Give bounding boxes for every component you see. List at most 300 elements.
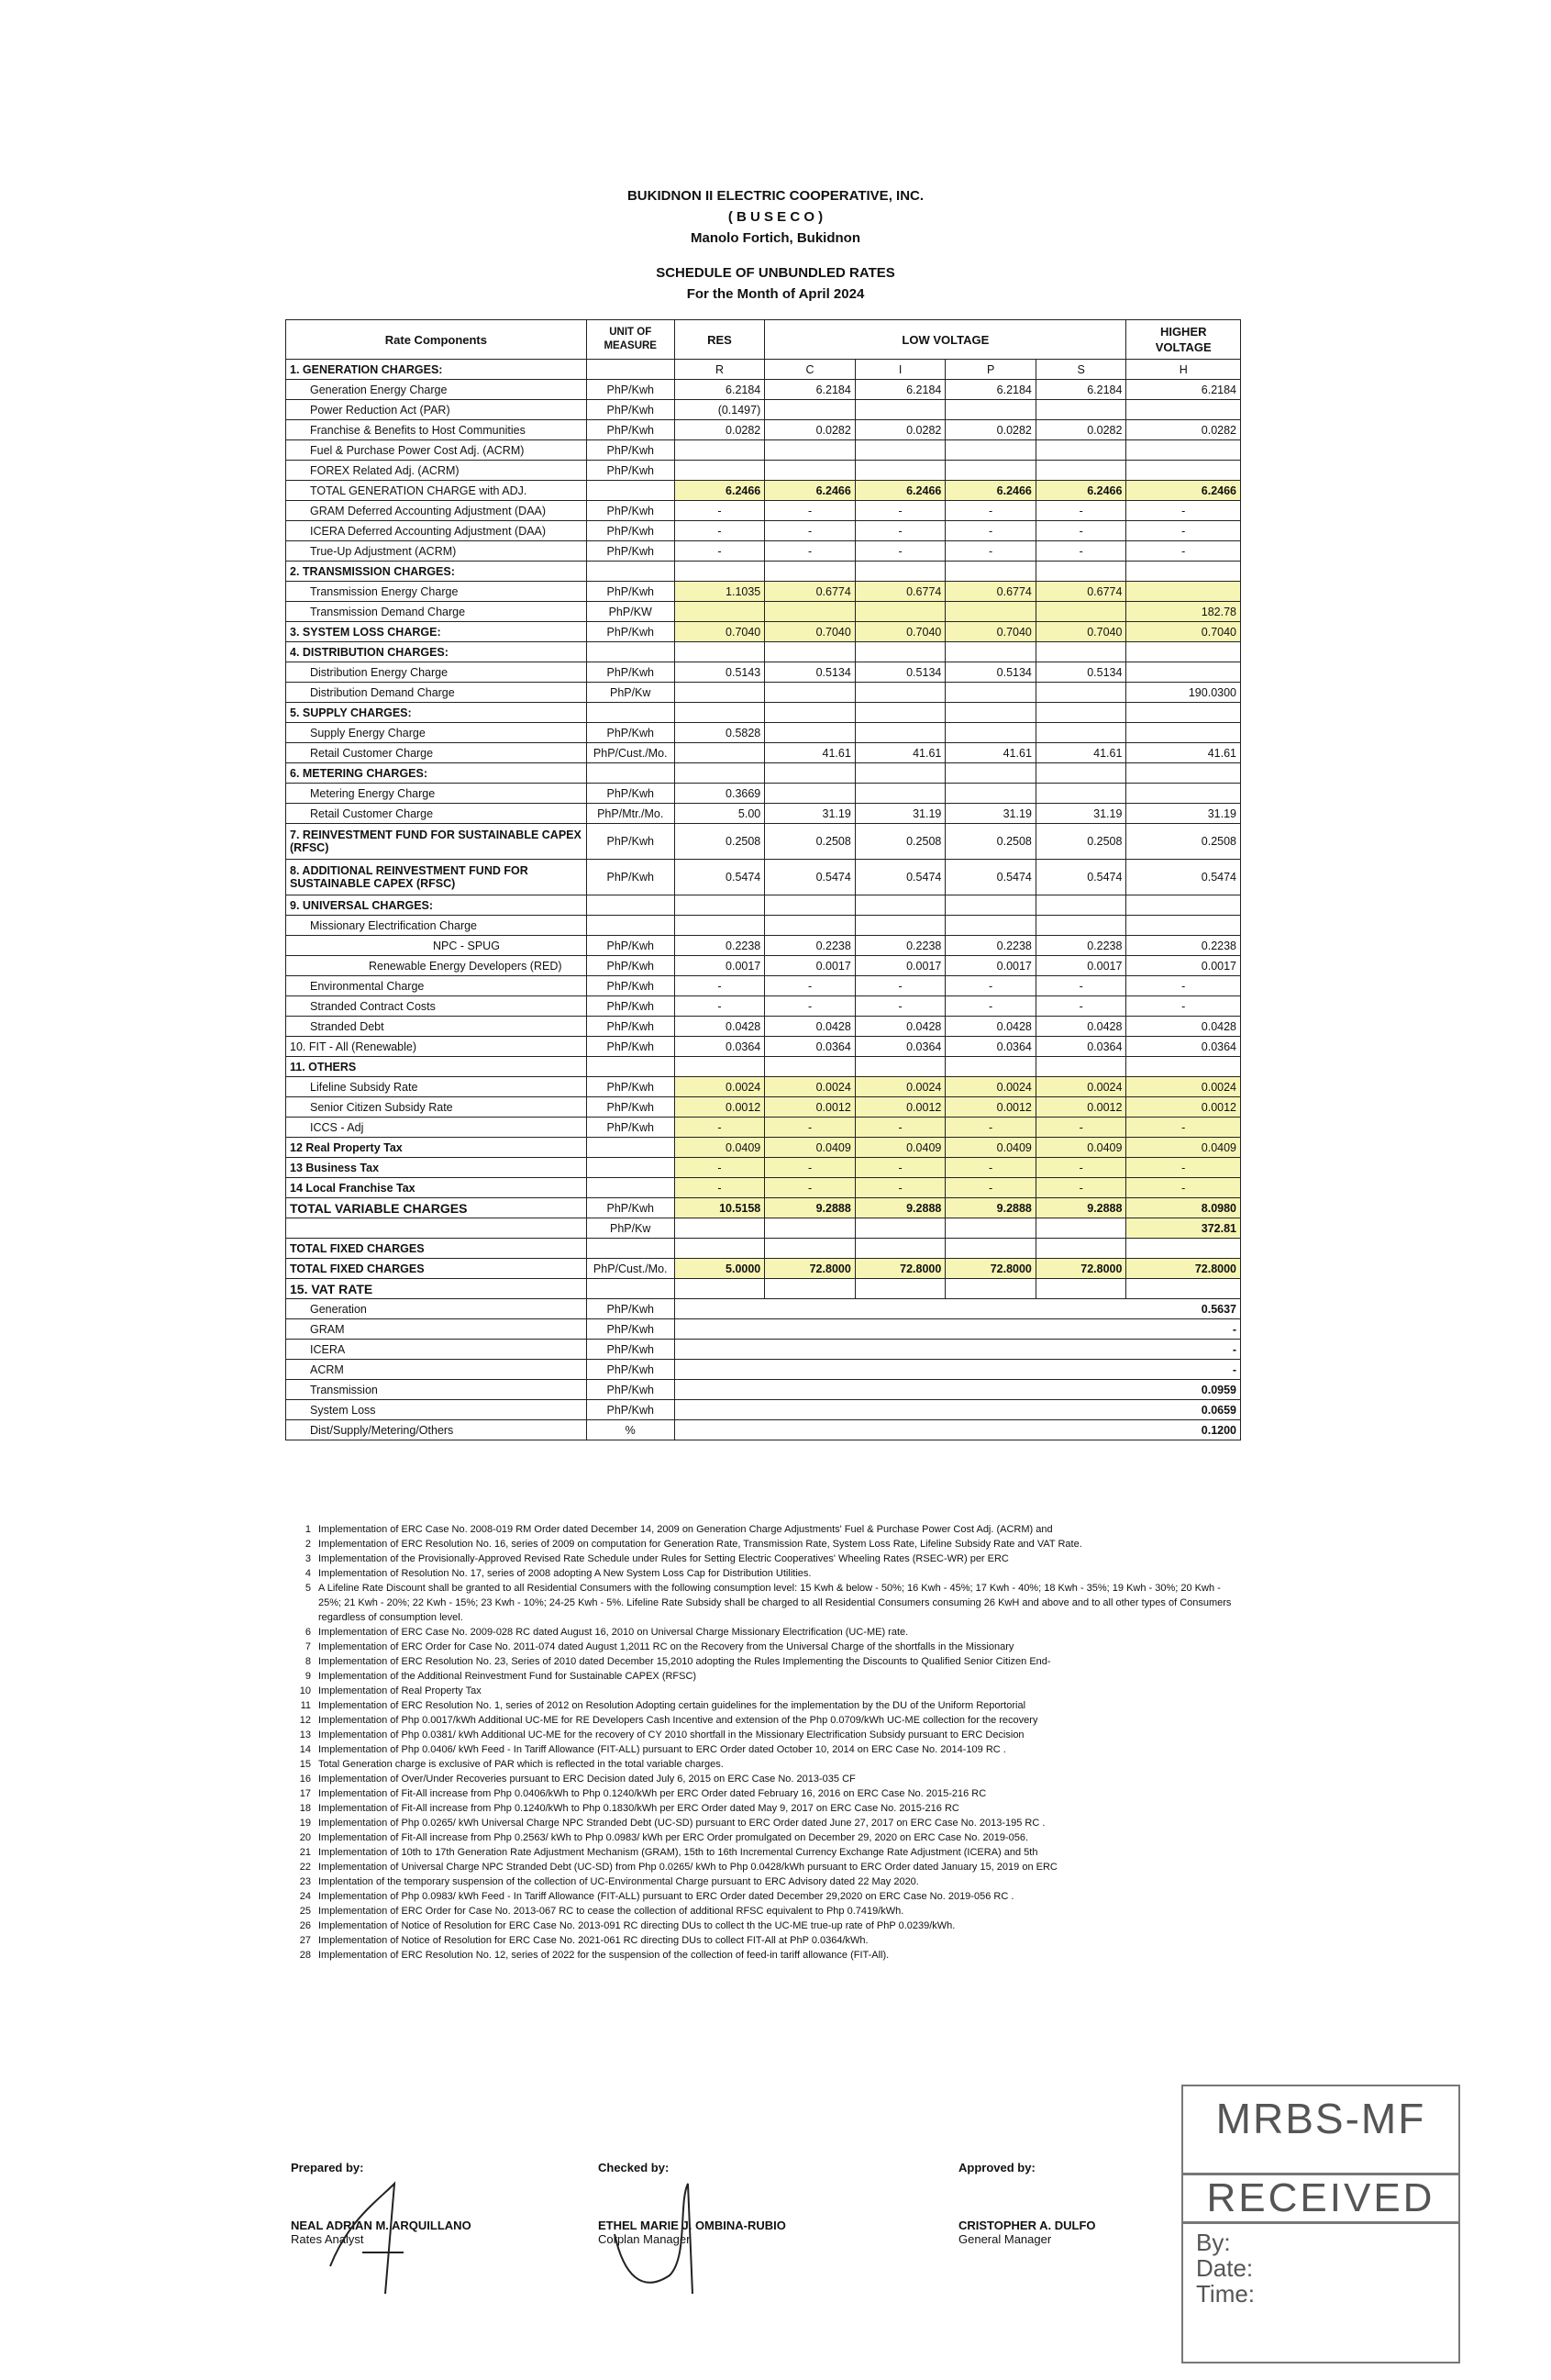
table-row [286, 582, 1241, 602]
rate-cell [946, 916, 1036, 936]
rate-cell [855, 1057, 946, 1077]
rate-cell: (0.1497) [674, 400, 765, 420]
row-label: 6. METERING CHARGES: [286, 763, 587, 784]
rate-cell [1036, 562, 1126, 582]
row-label: 3. SYSTEM LOSS CHARGE: [286, 622, 587, 642]
company-name: BUKIDNON II ELECTRIC COOPERATIVE, INC. [626, 188, 925, 204]
rate-cell: 0.7040 [674, 622, 765, 642]
rate-cell: - [674, 1178, 765, 1198]
row-label: Retail Customer Charge [286, 804, 587, 824]
rate-cell [946, 723, 1036, 743]
rate-cell [946, 703, 1036, 723]
table-row [286, 1178, 1241, 1198]
footnote-text: Implementation of ERC Case No. 2008-019 RM Order dated December 14, 2009 on Generation Charge Adjustments' Fuel & Purchase Power Cost Adj. (ACRM) and [318, 1524, 1053, 1535]
rate-cell: I [855, 360, 946, 380]
row-unit [586, 1158, 674, 1178]
rate-cell: 0.0428 [1036, 1017, 1126, 1037]
rate-cell: 0.0017 [674, 956, 765, 976]
table-row [286, 1340, 1241, 1360]
rate-cell [855, 1279, 946, 1299]
header-rate-components: Rate Components [286, 320, 587, 360]
rate-cell: 41.61 [855, 743, 946, 763]
rate-cell: 0.0012 [946, 1097, 1036, 1118]
table-row [286, 380, 1241, 400]
rate-cell: 0.2508 [674, 824, 765, 860]
rate-cell: 6.2466 [946, 481, 1036, 501]
rate-cell: 0.0012 [1036, 1097, 1126, 1118]
rate-cell [765, 602, 856, 622]
table-row [286, 860, 1241, 895]
rate-cell: - [765, 996, 856, 1017]
rate-cell: 0.2508 [855, 824, 946, 860]
row-unit: PhP/Cust./Mo. [586, 1259, 674, 1279]
row-label: GRAM [286, 1319, 587, 1340]
footnote-number: 19 [299, 1818, 311, 1829]
footnote-item [291, 1640, 1245, 1654]
rate-cell: - [1036, 501, 1126, 521]
vat-value: 0.0659 [674, 1400, 1240, 1420]
rate-cell: 6.2184 [765, 380, 856, 400]
footnote-text: Implementation of Real Property Tax [318, 1685, 482, 1696]
vat-value: - [674, 1319, 1240, 1340]
rate-cell [674, 763, 765, 784]
row-unit: PhP/Kwh [586, 1017, 674, 1037]
table-row [286, 1138, 1241, 1158]
row-unit [586, 895, 674, 916]
row-label: 12 Real Property Tax [286, 1138, 587, 1158]
row-unit: PhP/Kwh [586, 976, 674, 996]
vat-value: 0.1200 [674, 1420, 1240, 1440]
rate-cell: 0.2508 [1036, 824, 1126, 860]
table-row [286, 976, 1241, 996]
rate-cell: 0.0409 [855, 1138, 946, 1158]
row-unit [586, 1138, 674, 1158]
row-label: Dist/Supply/Metering/Others [286, 1420, 587, 1440]
rate-cell: 0.2238 [765, 936, 856, 956]
row-unit: PhP/Kwh [586, 420, 674, 440]
rate-cell [855, 784, 946, 804]
rate-cell: - [1036, 1158, 1126, 1178]
rate-cell [1126, 642, 1241, 662]
rate-cell [765, 683, 856, 703]
rate-cell [1126, 582, 1241, 602]
rate-cell: 0.5134 [1036, 662, 1126, 683]
row-unit [586, 1178, 674, 1198]
footnote-number: 26 [299, 1920, 311, 1931]
row-label: 5. SUPPLY CHARGES: [286, 703, 587, 723]
row-unit: PhP/Kwh [586, 1077, 674, 1097]
footnote-item [291, 1698, 1245, 1713]
table-row [286, 1420, 1241, 1440]
table-row [286, 1400, 1241, 1420]
footnote-item [291, 1904, 1245, 1918]
rate-cell: 0.0017 [946, 956, 1036, 976]
table-row [286, 916, 1241, 936]
rate-cell [946, 1218, 1036, 1239]
footnote-item [291, 1566, 1245, 1581]
rate-cell: - [1036, 1178, 1126, 1198]
footnote-item [291, 1816, 1245, 1830]
table-row [286, 1299, 1241, 1319]
row-label [286, 1218, 587, 1239]
footnote-number: 17 [299, 1788, 311, 1799]
rate-cell [855, 602, 946, 622]
rate-cell: 0.2238 [855, 936, 946, 956]
footnote-text: Implementation of ERC Resolution No. 16, series of 2009 on computation for Generation Rate, Transmission Rate, System Loss Rate, Lifeline Subsidy Rate and VAT Rate. [318, 1539, 1082, 1550]
footnote-text: Implementation of Fit-All increase from Php 0.1240/kWh to Php 0.1830/kWh per ERC Order dated May 9, 2017 on ERC Case No. 2015-216 RC [318, 1803, 959, 1814]
rate-cell [1036, 440, 1126, 461]
row-unit: PhP/Kw [586, 1218, 674, 1239]
footnote-item [291, 1786, 1245, 1801]
footnote-number: 27 [299, 1935, 311, 1946]
rate-cell [946, 1057, 1036, 1077]
rate-cell [1036, 916, 1126, 936]
rate-cell: 0.0012 [1126, 1097, 1241, 1118]
footnote-number: 3 [305, 1553, 311, 1564]
row-unit: PhP/Kwh [586, 622, 674, 642]
rate-cell: 0.7040 [765, 622, 856, 642]
header-hv-line2: VOLTAGE [1155, 340, 1212, 354]
rate-cell [674, 895, 765, 916]
rate-cell [1126, 916, 1241, 936]
rate-cell: 0.6774 [765, 582, 856, 602]
row-unit: PhP/Kwh [586, 380, 674, 400]
table-row [286, 642, 1241, 662]
footnote-number: 15 [299, 1759, 311, 1770]
row-unit: PhP/Kwh [586, 501, 674, 521]
rate-cell: 0.0024 [674, 1077, 765, 1097]
row-label: Retail Customer Charge [286, 743, 587, 763]
rate-cell [1126, 662, 1241, 683]
rate-cell [1126, 562, 1241, 582]
table-row [286, 743, 1241, 763]
rate-cell: 0.0409 [765, 1138, 856, 1158]
rate-cell [765, 703, 856, 723]
rate-cell: 0.0017 [765, 956, 856, 976]
rate-cell: 41.61 [1126, 743, 1241, 763]
row-label: Transmission Energy Charge [286, 582, 587, 602]
row-label: 11. OTHERS [286, 1057, 587, 1077]
row-label: Fuel & Purchase Power Cost Adj. (ACRM) [286, 440, 587, 461]
rate-cell: - [765, 1118, 856, 1138]
table-row [286, 723, 1241, 743]
rate-cell [1126, 400, 1241, 420]
row-label: Transmission Demand Charge [286, 602, 587, 622]
row-unit [586, 1057, 674, 1077]
rates-table-body [286, 360, 1241, 1440]
rate-cell [946, 763, 1036, 784]
rate-cell: 0.7040 [946, 622, 1036, 642]
footnote-text: Implementation of Php 0.0381/ kWh Additional UC-ME for the recovery of CY 2010 shortfall in the Missionary Electrification Subsidy pursuant to ERC Decision [318, 1729, 1025, 1741]
rate-cell: 0.5474 [765, 860, 856, 895]
rate-cell: 0.0428 [765, 1017, 856, 1037]
row-label: GRAM Deferred Accounting Adjustment (DAA) [286, 501, 587, 521]
row-label: 7. REINVESTMENT FUND FOR SUSTAINABLE CAPEX (RFSC) [286, 824, 587, 860]
rate-cell: 6.2184 [946, 380, 1036, 400]
rate-cell: 0.0024 [765, 1077, 856, 1097]
table-row [286, 936, 1241, 956]
footnote-text: Implentation of the temporary suspension of the collection of UC-Environmental Charge pursuant to ERC Advisory dated 22 May 2020. [318, 1876, 919, 1887]
rate-cell [946, 642, 1036, 662]
rate-cell [765, 1057, 856, 1077]
rate-cell: 0.7040 [1036, 622, 1126, 642]
rate-cell: - [855, 976, 946, 996]
table-row [286, 400, 1241, 420]
vat-value: 0.0959 [674, 1380, 1240, 1400]
header-low-voltage: LOW VOLTAGE [765, 320, 1126, 360]
table-row [286, 784, 1241, 804]
table-row [286, 956, 1241, 976]
rate-cell: 5.0000 [674, 1259, 765, 1279]
rate-cell: 6.2466 [1036, 481, 1126, 501]
footnote-item [291, 1933, 1245, 1948]
rate-cell: 0.0024 [946, 1077, 1036, 1097]
rate-cell [765, 440, 856, 461]
footnote-number: 14 [299, 1744, 311, 1755]
table-row [286, 622, 1241, 642]
rate-cell: 0.0428 [855, 1017, 946, 1037]
rate-cell [1036, 400, 1126, 420]
footnotes [291, 1522, 1245, 1963]
rate-cell [946, 784, 1036, 804]
rate-cell [765, 1279, 856, 1299]
rate-cell: 0.0364 [1036, 1037, 1126, 1057]
row-label: Power Reduction Act (PAR) [286, 400, 587, 420]
rate-cell: H [1126, 360, 1241, 380]
row-unit: PhP/Kwh [586, 723, 674, 743]
row-unit: PhP/Kwh [586, 860, 674, 895]
rate-cell: - [1126, 996, 1241, 1017]
table-row [286, 461, 1241, 481]
rate-cell: 0.2508 [1126, 824, 1241, 860]
row-label: 1. GENERATION CHARGES: [286, 360, 587, 380]
footnote-text: Implementation of ERC Resolution No. 12, series of 2022 for the suspension of the collection of feed-in tariff allowance (FIT-All). [318, 1950, 890, 1961]
rate-cell [946, 602, 1036, 622]
footnote-number: 12 [299, 1715, 311, 1726]
vat-value: 0.5637 [674, 1299, 1240, 1319]
rate-cell: 31.19 [765, 804, 856, 824]
footnote-number: 11 [300, 1700, 311, 1711]
footnote-text: Implementation of the Additional Reinvestment Fund for Sustainable CAPEX (RFSC) [318, 1671, 697, 1682]
rate-cell: 0.5143 [674, 662, 765, 683]
row-label: Missionary Electrification Charge [286, 916, 587, 936]
rate-cell [855, 895, 946, 916]
rate-cell: - [674, 1118, 765, 1138]
rate-cell: 0.0024 [1036, 1077, 1126, 1097]
rate-cell: 0.7040 [855, 622, 946, 642]
rate-cell: - [946, 501, 1036, 521]
rate-cell: - [674, 541, 765, 562]
rate-cell [765, 1239, 856, 1259]
checked-by-title: Corplan Manager [598, 2232, 691, 2246]
approved-by-name: CRISTOPHER A. DULFO [958, 2219, 1096, 2232]
rate-cell: - [946, 541, 1036, 562]
rate-cell: 0.0409 [946, 1138, 1036, 1158]
table-row [286, 360, 1241, 380]
footnote-item [291, 1772, 1245, 1786]
table-row [286, 1218, 1241, 1239]
row-label: ICCS - Adj [286, 1118, 587, 1138]
rate-cell: - [855, 1118, 946, 1138]
vat-value: - [674, 1360, 1240, 1380]
row-label: Environmental Charge [286, 976, 587, 996]
approved-by-title: General Manager [958, 2232, 1052, 2246]
rate-cell: 0.0409 [1036, 1138, 1126, 1158]
table-row [286, 541, 1241, 562]
footnote-text: Implementation of Php 0.0406/ kWh Feed - In Tariff Allowance (FIT-ALL) pursuant to ERC Order dated October 10, 2014 on ERC Case No. 2014-109 RC . [318, 1744, 1006, 1755]
row-unit [586, 642, 674, 662]
rate-cell: 41.61 [946, 743, 1036, 763]
rate-cell [1126, 1279, 1241, 1299]
row-label: ICERA [286, 1340, 587, 1360]
header-unit-line2: MEASURE [604, 340, 657, 351]
footnote-item [291, 1551, 1245, 1566]
rate-cell [1036, 1279, 1126, 1299]
footnote-item [291, 1845, 1245, 1860]
rate-cell: - [855, 1158, 946, 1178]
row-label: Lifeline Subsidy Rate [286, 1077, 587, 1097]
table-row [286, 1279, 1241, 1299]
rate-cell [674, 1218, 765, 1239]
row-label: 4. DISTRIBUTION CHARGES: [286, 642, 587, 662]
document-period: For the Month of April 2024 [686, 286, 865, 302]
rate-cell [1126, 440, 1241, 461]
rate-cell [946, 1279, 1036, 1299]
rate-cell: - [674, 996, 765, 1017]
rate-cell: 0.0428 [946, 1017, 1036, 1037]
table-row [286, 824, 1241, 860]
rate-cell: 72.8000 [765, 1259, 856, 1279]
rate-cell [674, 743, 765, 763]
row-label: Senior Citizen Subsidy Rate [286, 1097, 587, 1118]
table-row [286, 1360, 1241, 1380]
rate-cell: 0.0428 [674, 1017, 765, 1037]
company-location: Manolo Fortich, Bukidnon [691, 230, 860, 246]
rate-cell: 0.6774 [1036, 582, 1126, 602]
rate-cell: - [1126, 976, 1241, 996]
rate-cell [855, 703, 946, 723]
row-label: 2. TRANSMISSION CHARGES: [286, 562, 587, 582]
rate-cell: 72.8000 [1036, 1259, 1126, 1279]
row-unit [586, 763, 674, 784]
prepared-by-name: NEAL ADRIAN M. ARQUILLANO [291, 2219, 471, 2232]
rate-cell: - [946, 996, 1036, 1017]
rate-cell: 0.0012 [765, 1097, 856, 1118]
rate-cell: 5.00 [674, 804, 765, 824]
footnote-number: 9 [305, 1671, 311, 1682]
rate-cell: R [674, 360, 765, 380]
footnote-text: Implementation of ERC Case No. 2009-028 RC dated August 16, 2010 on Universal Charge Missionary Electrification (UC-ME) rate. [318, 1627, 909, 1638]
table-row [286, 1158, 1241, 1178]
rate-cell: 0.2508 [946, 824, 1036, 860]
row-label: Metering Energy Charge [286, 784, 587, 804]
row-label: 10. FIT - All (Renewable) [286, 1037, 587, 1057]
row-unit: PhP/Kwh [586, 996, 674, 1017]
rate-cell: - [1126, 1178, 1241, 1198]
rate-cell: 0.0364 [765, 1037, 856, 1057]
rate-cell [855, 1218, 946, 1239]
row-unit: PhP/Cust./Mo. [586, 743, 674, 763]
rate-cell [1036, 642, 1126, 662]
rate-cell: - [1126, 501, 1241, 521]
row-unit: PhP/Kwh [586, 1319, 674, 1340]
rate-cell [765, 895, 856, 916]
table-row [286, 1319, 1241, 1340]
rate-cell [674, 703, 765, 723]
table-row [286, 703, 1241, 723]
footnote-number: 22 [299, 1862, 311, 1873]
rate-cell [1126, 784, 1241, 804]
rate-cell: 0.7040 [1126, 622, 1241, 642]
footnote-number: 16 [299, 1774, 311, 1785]
row-label: 9. UNIVERSAL CHARGES: [286, 895, 587, 916]
rate-cell: 0.2238 [674, 936, 765, 956]
table-row [286, 602, 1241, 622]
rate-cell [1036, 1239, 1126, 1259]
rate-cell: - [1036, 1118, 1126, 1138]
rate-cell: - [674, 521, 765, 541]
rate-cell: 0.0017 [1036, 956, 1126, 976]
row-unit: PhP/Kwh [586, 1340, 674, 1360]
row-label: 13 Business Tax [286, 1158, 587, 1178]
rate-cell: S [1036, 360, 1126, 380]
received-stamp [1181, 2085, 1460, 2363]
rate-cell: 0.2238 [1036, 936, 1126, 956]
footnote-number: 28 [299, 1950, 311, 1961]
rate-cell [855, 763, 946, 784]
table-row [286, 1077, 1241, 1097]
row-unit: PhP/KW [586, 602, 674, 622]
row-label: TOTAL VARIABLE CHARGES [286, 1198, 587, 1218]
rate-cell: 1.1035 [674, 582, 765, 602]
footnote-item [291, 1874, 1245, 1889]
row-unit: PhP/Kwh [586, 521, 674, 541]
row-unit: PhP/Kwh [586, 1400, 674, 1420]
prepared-by-label: Prepared by: [291, 2161, 364, 2174]
footnote-item [291, 1713, 1245, 1728]
rate-cell: - [946, 1118, 1036, 1138]
stamp-date: Date: [1196, 2254, 1254, 2282]
rate-cell [1126, 1239, 1241, 1259]
rate-cell: 0.0024 [855, 1077, 946, 1097]
footnote-text: Implementation of Notice of Resolution for ERC Case No. 2013-091 RC directing DUs to collect th the UC-ME true-up rate of PhP 0.0239/kWh. [318, 1920, 956, 1931]
rate-cell [855, 683, 946, 703]
rate-cell [674, 1239, 765, 1259]
stamp-line2: RECEIVED [1183, 2173, 1458, 2224]
footnote-number: 10 [299, 1685, 311, 1696]
header-higher-voltage [1126, 320, 1241, 360]
rate-cell: - [765, 521, 856, 541]
row-label: 15. VAT RATE [286, 1279, 587, 1299]
rate-cell: 41.61 [1036, 743, 1126, 763]
table-row [286, 1097, 1241, 1118]
footnote-number: 21 [299, 1847, 311, 1858]
row-unit [586, 1239, 674, 1259]
table-row [286, 1259, 1241, 1279]
table-row [286, 521, 1241, 541]
rate-cell: 0.0017 [1126, 956, 1241, 976]
rate-cell [1036, 895, 1126, 916]
rate-cell: 31.19 [1036, 804, 1126, 824]
rate-cell: 8.0980 [1126, 1198, 1241, 1218]
rate-cell: 31.19 [946, 804, 1036, 824]
row-label: Generation [286, 1299, 587, 1319]
footnote-text: Implementation of Php 0.0017/kWh Additional UC-ME for RE Developers Cash Incentive and extension of the Php 0.0709/kWh UC-ME collection for the recovery [318, 1715, 1038, 1726]
rate-cell: 6.2466 [855, 481, 946, 501]
rate-cell: 6.2466 [674, 481, 765, 501]
rate-cell: 6.2184 [1036, 380, 1126, 400]
rate-cell [946, 683, 1036, 703]
